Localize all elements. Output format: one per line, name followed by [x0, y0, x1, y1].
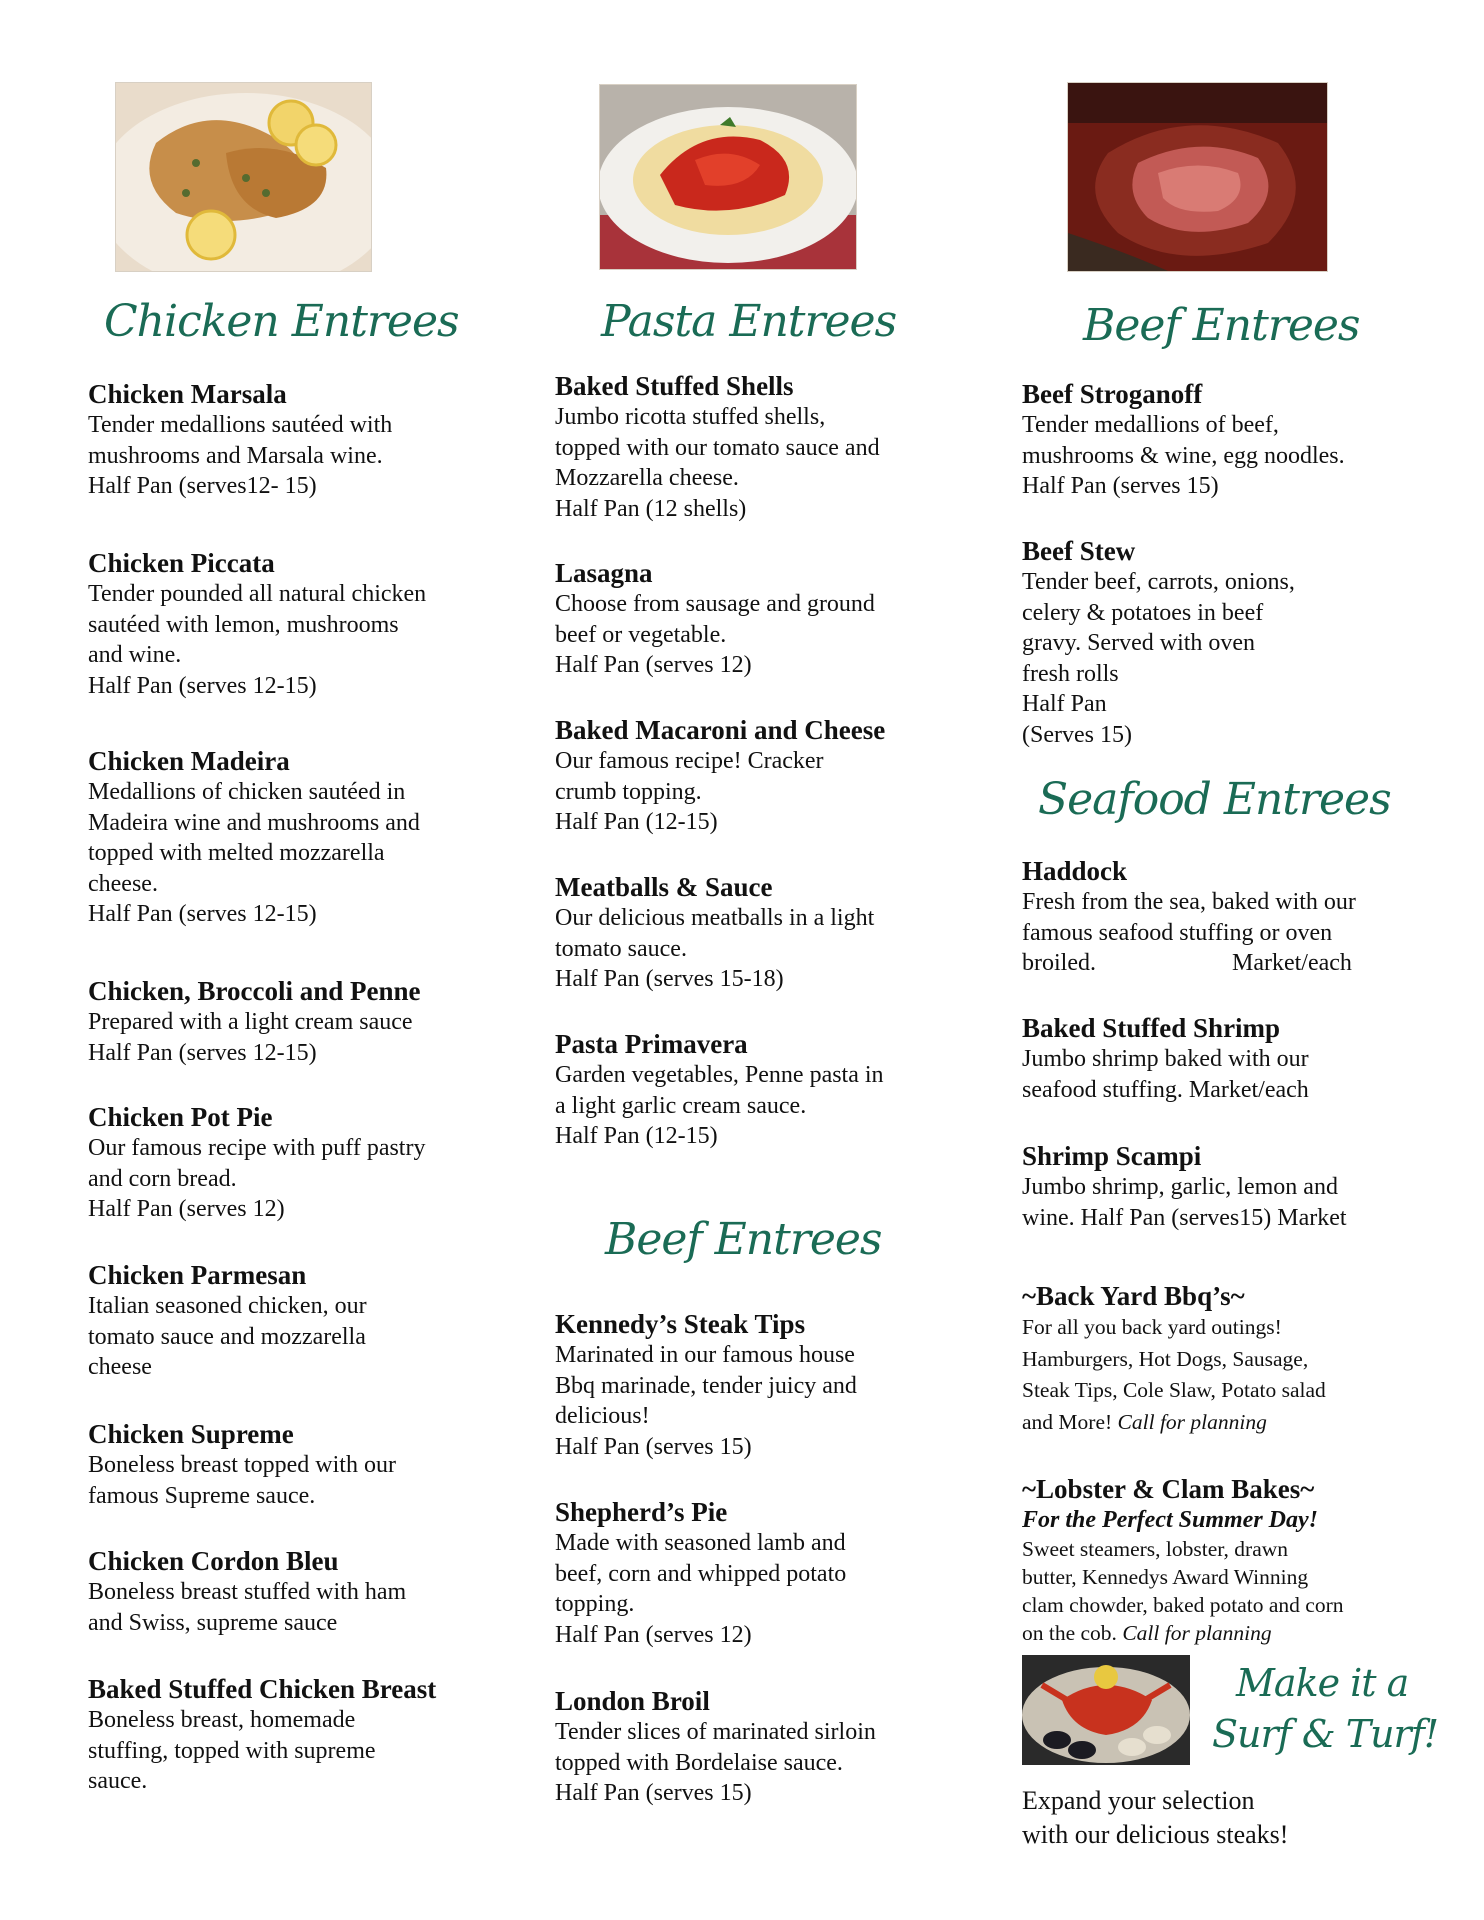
- menu-item: [88, 1673, 488, 1797]
- item-description: Italian seasoned chicken, our tomato sauce and mozzarella cheese: [88, 1293, 367, 1380]
- seafood-entrees-heading: Seafood Entrees: [1038, 774, 1391, 825]
- item-description: Fresh from the sea, baked with our famous seafood stuffing or oven broiled. Market/each: [1022, 889, 1356, 976]
- menu-item: [1022, 1012, 1442, 1105]
- item-name: Chicken, Broccoli and Penne: [88, 976, 421, 1006]
- menu-item: [88, 1418, 488, 1511]
- lobster-subtitle: For the Perfect Summer Day!: [1022, 1507, 1318, 1533]
- item-description: Jumbo shrimp baked with our seafood stuffing. Market/each: [1022, 1046, 1309, 1103]
- item-description: Tender medallions sautéed with mushrooms and Marsala wine. Half Pan (serves12- 15): [88, 412, 393, 499]
- call-for-planning: Call for planning: [1117, 1409, 1267, 1434]
- expand-selection-note: Expand your selection with our delicious steaks!: [1022, 1786, 1289, 1849]
- item-name: Chicken Madeira: [88, 746, 290, 776]
- item-name: Baked Stuffed Chicken Breast: [88, 1674, 437, 1704]
- pasta-photo: [599, 84, 857, 270]
- menu-item: [555, 714, 955, 838]
- item-name: Shrimp Scampi: [1022, 1141, 1202, 1171]
- item-description: Our famous recipe! Cracker crumb topping. Half Pan (12-15): [555, 748, 824, 835]
- pasta-entrees-heading: Pasta Entrees: [601, 296, 897, 347]
- item-description: Tender slices of marinated sirloin topped with Bordelaise sauce. Half Pan (serves 15): [555, 1719, 876, 1806]
- item-description: Jumbo ricotta stuffed shells, topped with our tomato sauce and Mozzarella cheese. Half Pan (12 shells): [555, 404, 880, 522]
- item-name: Beef Stroganoff: [1022, 379, 1203, 409]
- item-description: Prepared with a light cream sauce Half Pan (serves 12-15): [88, 1009, 413, 1066]
- item-description: Tender pounded all natural chicken sautéed with lemon, mushrooms and wine. Half Pan (serves 12-15): [88, 581, 427, 699]
- market-price: Market/each: [1231, 950, 1352, 976]
- item-description: Medallions of chicken sautéed in Madeira wine and mushrooms and topped with melted mozzarella cheese. Half Pan (serves 12-15): [88, 779, 420, 927]
- menu-item: [1022, 378, 1442, 502]
- item-description: Marinated in our famous house Bbq marinade, tender juicy and delicious! Half Pan (serves 15): [555, 1342, 857, 1460]
- call-for-planning: Call for planning: [1122, 1621, 1272, 1645]
- item-description: Tender beef, carrots, onions, celery & potatoes in beef gravy. Served with oven fresh rolls Half Pan (Serves 15): [1022, 569, 1295, 748]
- item-description: Our famous recipe with puff pastry and corn bread. Half Pan (serves 12): [88, 1135, 426, 1222]
- item-name: Chicken Piccata: [88, 548, 275, 578]
- item-name: Baked Macaroni and Cheese: [555, 715, 886, 745]
- item-name: London Broil: [555, 1686, 710, 1716]
- item-description: Boneless breast topped with our famous Supreme sauce.: [88, 1452, 396, 1509]
- menu-item: [1022, 855, 1442, 979]
- menu-item: [555, 1496, 955, 1650]
- menu-item: [88, 745, 488, 930]
- menu-item: [88, 547, 488, 701]
- menu-item: [555, 871, 955, 995]
- item-description: Choose from sausage and ground beef or vegetable. Half Pan (serves 12): [555, 591, 875, 678]
- item-name: ~Lobster & Clam Bakes~: [1022, 1474, 1315, 1504]
- menu-item: [555, 370, 955, 524]
- item-description: Boneless breast, homemade stuffing, topped with supreme sauce.: [88, 1707, 376, 1794]
- item-description: Boneless breast stuffed with ham and Swiss, supreme sauce: [88, 1579, 407, 1636]
- menu-item: [1022, 535, 1442, 750]
- menu-item: [88, 1101, 488, 1225]
- lobster-section: [1022, 1473, 1442, 1647]
- item-description: Tender medallions of beef, mushrooms & wine, egg noodles. Half Pan (serves 15): [1022, 412, 1345, 499]
- item-name: Chicken Pot Pie: [88, 1102, 273, 1132]
- menu-item: [88, 378, 488, 502]
- menu-item: [88, 1259, 488, 1383]
- item-name: Kennedy’s Steak Tips: [555, 1309, 806, 1339]
- seafood-bake-photo: [1022, 1655, 1190, 1765]
- item-name: Haddock: [1022, 856, 1128, 886]
- item-description: Sweet steamers, lobster, drawn butter, Kennedys Award Winning clam chowder, baked potato and corn on the cob. Call for planning: [1022, 1537, 1344, 1645]
- menu-item: [555, 1308, 955, 1462]
- item-name: Chicken Supreme: [88, 1419, 294, 1449]
- menu-item: [88, 975, 488, 1068]
- menu-item: [555, 557, 955, 681]
- item-name: ~Back Yard Bbq’s~: [1022, 1281, 1245, 1311]
- menu-item: [1022, 1140, 1442, 1233]
- item-name: Baked Stuffed Shells: [555, 371, 794, 401]
- chicken-piccata-photo: [115, 82, 372, 272]
- item-description: Jumbo shrimp, garlic, lemon and wine. Half Pan (serves15) Market: [1022, 1174, 1347, 1231]
- menu-item: [88, 1545, 488, 1638]
- item-name: Chicken Parmesan: [88, 1260, 307, 1290]
- item-name: Baked Stuffed Shrimp: [1022, 1013, 1281, 1043]
- chicken-entrees-heading: Chicken Entrees: [104, 296, 459, 347]
- menu-item: [555, 1028, 955, 1152]
- item-name: Pasta Primavera: [555, 1029, 748, 1059]
- bbq-section: [1022, 1280, 1442, 1438]
- pasta-beef-entrees-heading: Beef Entrees: [605, 1214, 882, 1265]
- menu-item: [555, 1685, 955, 1809]
- surf-turf-line2: Surf & Turf!: [1212, 1712, 1439, 1756]
- surf-turf-line1: Make it a: [1236, 1661, 1409, 1705]
- item-description: Our delicious meatballs in a light tomato sauce. Half Pan (serves 15-18): [555, 905, 875, 992]
- item-name: Chicken Marsala: [88, 379, 287, 409]
- item-description: For all you back yard outings! Hamburgers, Hot Dogs, Sausage, Steak Tips, Cole Slaw, Potato salad and More! Call for planning: [1022, 1315, 1326, 1434]
- item-name: Shepherd’s Pie: [555, 1497, 728, 1527]
- item-name: Lasagna: [555, 558, 653, 588]
- item-description: Made with seasoned lamb and beef, corn and whipped potato topping. Half Pan (serves 12): [555, 1530, 847, 1648]
- item-name: Meatballs & Sauce: [555, 872, 773, 902]
- beef-entrees-heading: Beef Entrees: [1083, 300, 1360, 351]
- roast-beef-photo: [1067, 82, 1328, 272]
- item-name: Chicken Cordon Bleu: [88, 1546, 339, 1576]
- item-name: Beef Stew: [1022, 536, 1136, 566]
- item-description: Garden vegetables, Penne pasta in a light garlic cream sauce. Half Pan (12-15): [555, 1062, 884, 1149]
